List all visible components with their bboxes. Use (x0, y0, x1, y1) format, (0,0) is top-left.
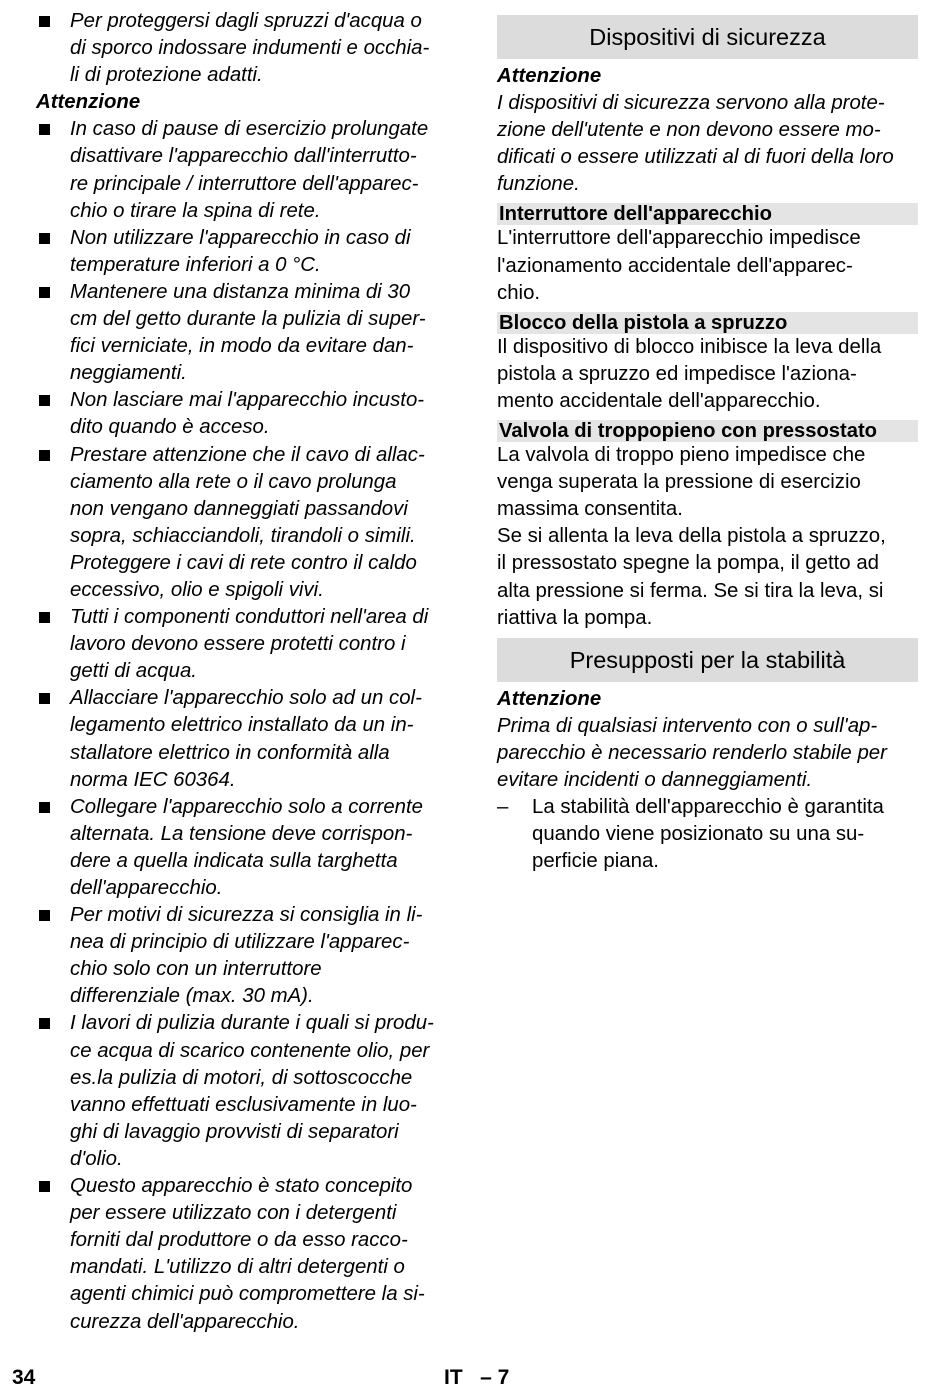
text-line: funzione. (497, 173, 580, 196)
section-title-safety: Dispositivi di sicurezza (497, 15, 918, 59)
subsection-title-switch: Interruttore dell'apparecchio (497, 203, 918, 225)
bullet-square-icon (39, 124, 50, 135)
text-line: L'interruttore dell'apparecchio impedisce (497, 227, 861, 250)
bullet-list (36, 116, 458, 1335)
bullet-line: legamento elettrico installato da un in- (70, 714, 414, 737)
text-line: Se si allenta la leva della pistola a spruzzo, (497, 525, 886, 548)
bullet-line: Per motivi di sicurezza si consiglia in li- (70, 904, 423, 927)
text-line: La stabilità dell'apparecchio è garantita (532, 796, 884, 819)
bullet-line: curezza dell'apparecchio. (70, 1310, 300, 1333)
bullet-line: vanno effettuati esclusivamente in luo- (70, 1093, 417, 1116)
bullet-line: eccessivo, olio e spigoli vivi. (70, 578, 324, 601)
text-line: massima consentita. (497, 498, 683, 521)
bullet-square-icon (39, 910, 50, 921)
bullet-line: chio o tirare la spina di rete. (70, 199, 321, 222)
bullet-line: d'olio. (70, 1147, 123, 1170)
bullet-line: differenziale (max. 30 mA). (70, 985, 314, 1008)
bullet-line: temperature inferiori a 0 °C. (70, 253, 321, 276)
bullet-item (36, 225, 458, 279)
bullet-square-icon (39, 395, 50, 406)
bullet-item (36, 279, 458, 387)
bullet-line: chio solo con un interruttore (70, 958, 322, 981)
bullet-line: li di protezione adatti. (70, 64, 263, 87)
text-line: parecchio è necessario renderlo stabile per (497, 741, 887, 764)
page-number: 34 (12, 1366, 36, 1389)
bullet-line: dito quando è acceso. (70, 416, 270, 439)
text-line: Prima di qualsiasi intervento con o sull'ap- (497, 714, 878, 737)
attention-label: Attenzione (36, 91, 141, 114)
bullet-line: dell'apparecchio. (70, 877, 223, 899)
bullet-line: ghi di lavaggio provvisti di separatori (70, 1120, 399, 1143)
bullet-line: Non utilizzare l'apparecchio in caso di (70, 226, 411, 249)
subsection-text-overflow-valve (497, 442, 918, 632)
attention-text (497, 713, 918, 794)
bullet-line: forniti dal produttore o da esso racco- (70, 1229, 408, 1252)
bullet-item (36, 442, 458, 605)
bullet-item (36, 1010, 458, 1173)
bullet-square-icon (39, 1181, 50, 1192)
bullet-item (36, 387, 458, 441)
attention-text (497, 90, 918, 198)
bullet-line: Proteggere i cavi di rete contro il caldo (70, 551, 417, 574)
bullet-square-icon (39, 612, 50, 623)
bullet-line: neggiamenti. (70, 362, 187, 385)
right-column (497, 8, 918, 875)
text-line: l'azionamento accidentale dell'apparec- (497, 254, 853, 277)
bullet-line: alternata. La tensione deve corrispon- (70, 822, 413, 845)
bullet-square-icon (39, 16, 50, 27)
bullet-square-icon (39, 802, 50, 813)
bullet-line: disattivare l'apparecchio dall'interrutto- (70, 145, 417, 168)
subsection-text-gun-lock (497, 334, 918, 415)
bullet-item (36, 685, 458, 793)
section-title-stability: Presupposti per la stabilità (497, 638, 918, 682)
text-line: perficie piana. (532, 850, 659, 873)
bullet-item (36, 1173, 458, 1336)
bullet-line: mandati. L'utilizzo di altri detergenti o (70, 1256, 405, 1279)
bullet-line: Prestare attenzione che il cavo di allac- (70, 443, 425, 466)
bullet-line: ce acqua di scarico contenente olio, per (70, 1039, 430, 1062)
bullet-square-icon (39, 450, 50, 461)
bullet-item (36, 116, 458, 224)
bullet-line: fici verniciate, in modo da evitare dan- (70, 335, 414, 358)
text-line: evitare incidenti o danneggiamenti. (497, 768, 813, 791)
language-page-label: IT – 7 (444, 1366, 510, 1389)
bullet-line: non vengano danneggiati passandovi (70, 497, 408, 520)
bullet-line: Tutti i componenti conduttori nell'area di (70, 606, 429, 629)
bullet-line: stallatore elettrico in conformità alla (70, 741, 390, 764)
bullet-line: dere a quella indicata sulla targhetta (70, 849, 398, 872)
text-line: riattiva la pompa. (497, 606, 653, 629)
bullet-line: ciamento alla rete o il cavo prolunga (70, 470, 397, 493)
subsection-title-gun-lock: Blocco della pistola a spruzzo (497, 312, 918, 334)
bullet-line: per essere utilizzato con i detergenti (70, 1202, 397, 1225)
subsection-text-switch (497, 225, 918, 306)
text-line: Il dispositivo di blocco inibisce la leva della (497, 335, 882, 358)
text-line: I dispositivi di sicurezza servono alla prote- (497, 92, 885, 115)
bullet-line: nea di principio di utilizzare l'apparec- (70, 931, 410, 954)
bullet-line: Questo apparecchio è stato concepito (70, 1175, 413, 1198)
text-line: La valvola di troppo pieno impedisce che (497, 444, 866, 467)
bullet-line: norma IEC 60364. (70, 768, 236, 791)
bullet-line: re principale / interruttore dell'apparec- (70, 172, 419, 195)
bullet-square-icon (39, 233, 50, 244)
text-line: chio. (497, 281, 541, 304)
bullet-item (36, 604, 458, 685)
bullet-line: Per proteggersi dagli spruzzi d'acqua o (70, 10, 422, 32)
bullet-line: agenti chimici può compromettere la si- (70, 1283, 425, 1306)
dash-list-item (497, 794, 918, 875)
dash-marker: – (497, 796, 509, 819)
attention-label: Attenzione (497, 65, 602, 87)
text-line: zione dell'utente e non devono essere mo- (497, 119, 881, 142)
text-line: venga superata la pressione di esercizio (497, 471, 861, 494)
bullet-square-icon (39, 1018, 50, 1029)
bullet-line: In caso di pause di esercizio prolungate (70, 118, 429, 141)
bullet-line: Allacciare l'apparecchio solo ad un col- (70, 687, 422, 710)
bullet-line: lavoro devono essere protetti contro i (70, 633, 406, 656)
text-line: mento accidentale dell'apparecchio. (497, 389, 821, 412)
bullet-line: getti di acqua. (70, 660, 197, 683)
bullet-line: sopra, schiacciandoli, tirandoli o simili. (70, 524, 416, 547)
left-column (36, 8, 458, 1336)
bullet-line: di sporco indossare indumenti e occhia- (70, 37, 430, 60)
bullet-line: es.la pulizia di motori, di sottoscocche (70, 1066, 413, 1089)
bullet-square-icon (39, 287, 50, 298)
bullet-line: Non lasciare mai l'apparecchio incusto- (70, 389, 425, 412)
text-line: alta pressione si ferma. Se si tira la leva, si (497, 579, 884, 602)
bullet-item (36, 902, 458, 1010)
bullet-line: cm del getto durante la pulizia di super- (70, 308, 426, 331)
bullet-square-icon (39, 693, 50, 704)
bullet-line: Collegare l'apparecchio solo a corrente (70, 795, 424, 818)
bullet-line: Mantenere una distanza minima di 30 (70, 280, 411, 303)
bullet-item (36, 794, 458, 902)
text-line: il pressostato spegne la pompa, il getto ad (497, 552, 879, 575)
attention-label: Attenzione (497, 687, 602, 710)
text-line: quando viene posizionato su una su- (532, 823, 865, 846)
subsection-title-overflow-valve: Valvola di troppopieno con pressostato (497, 420, 918, 442)
bullet-line: I lavori di pulizia durante i quali si produ- (70, 1012, 434, 1035)
text-line: pistola a spruzzo ed impedisce l'aziona- (497, 362, 857, 385)
text-line: dificati o essere utilizzati al di fuori della loro (497, 146, 894, 169)
bullet-item (36, 8, 458, 89)
